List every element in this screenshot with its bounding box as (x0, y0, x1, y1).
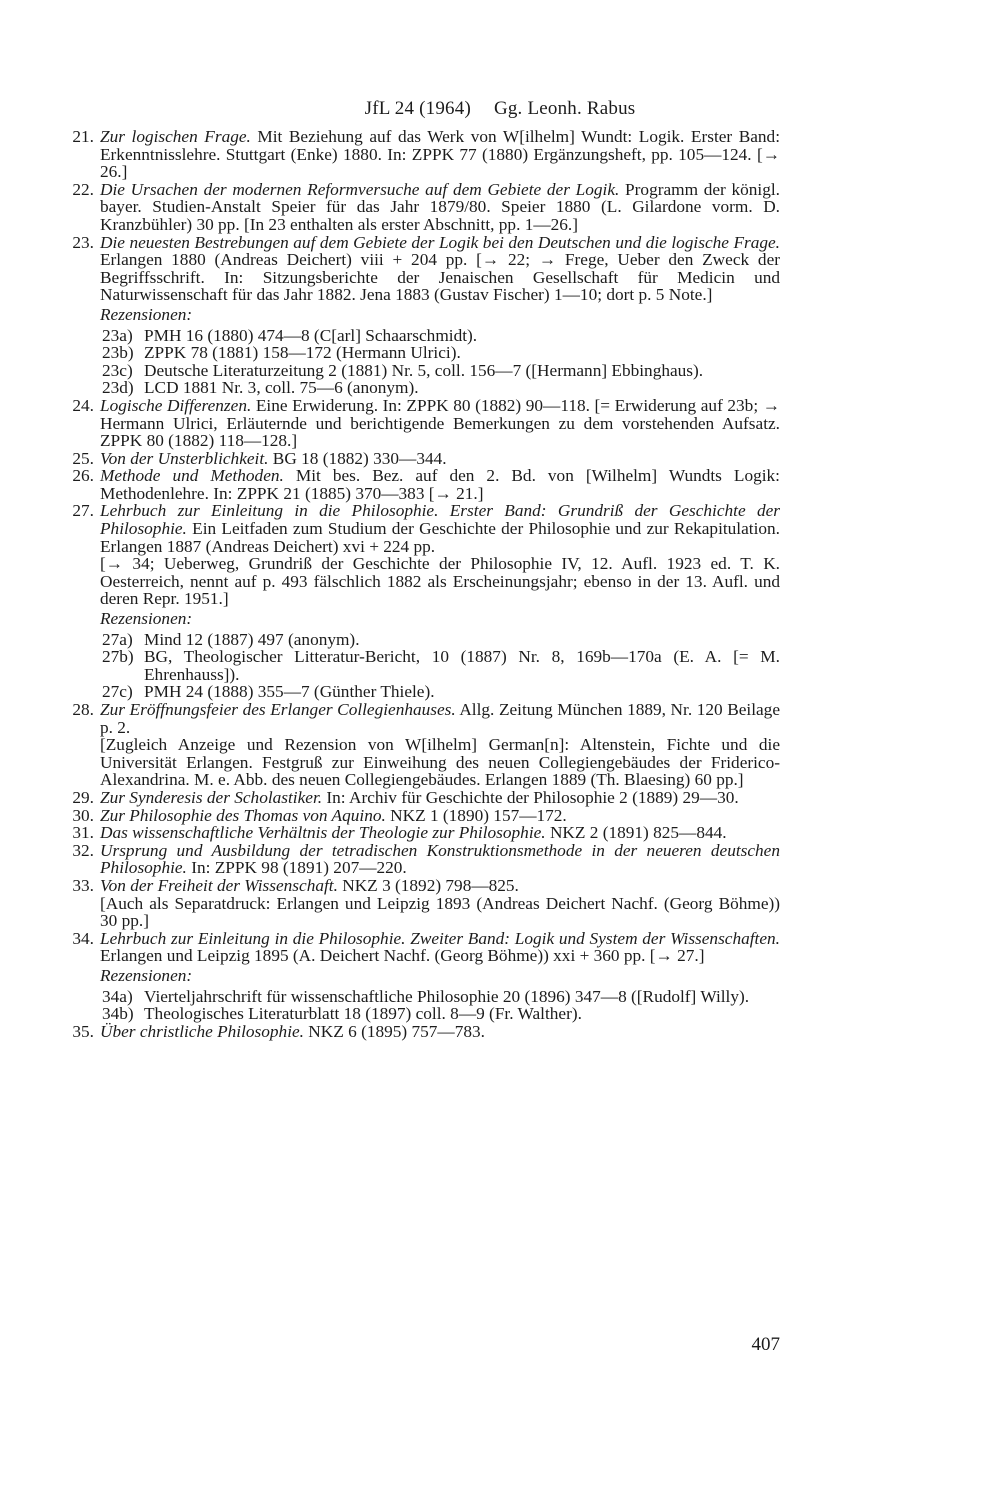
entry-number: 24. (72, 395, 94, 415)
review-number: 27a) (102, 629, 133, 649)
review-number: 23d) (102, 378, 134, 398)
entry-number: 21. (72, 127, 94, 146)
entry-number: 26. (72, 466, 94, 486)
entry-note: [Zugleich Anzeige und Rezension von W[ilhelm] German[n]: Altenstein, Fichte und die Universität Erlangen. Festgruß zur Einweihung des neuen Collegiengebäudes der Friderico-Alexandrina. M. e. Abb. des neuen Collegiengebäudes. Erlangen 1889 (Th. Blaesing) 60 pp.] (100, 735, 780, 790)
bibliography-entry (64, 930, 780, 985)
reviews-heading: Rezensionen: (100, 609, 193, 629)
entry-details: NKZ 3 (1892) 798—825. (337, 875, 519, 895)
review-citation: Deutsche Literaturzeitung 2 (1881) Nr. 5, coll. 156—7 ([Hermann] Ebbinghaus). (144, 360, 704, 380)
entry-details: In: Archiv für Geschichte der Philosophie 2 (1889) 29—30. (322, 787, 739, 807)
review-number: 27b) (102, 647, 134, 667)
entry-details: Mit Beziehung auf das Werk von W[ilhelm] Wundt: Logik. Erster Band: Erkenntnisslehre. Stuttgart (Enke) 1880. In: ZPPK 77 (1880) Ergänzungsheft, pp. 105—124. [→ 26.] (100, 127, 780, 182)
entry-citation (100, 824, 780, 842)
reviews-heading: Rezensionen: (100, 304, 193, 324)
running-header (0, 100, 1000, 118)
entry-citation (100, 128, 780, 181)
entry-citation (100, 397, 780, 450)
entry-number: 25. (72, 448, 94, 468)
review-citation: ZPPK 78 (1881) 158—172 (Hermann Ulrici). (144, 343, 461, 363)
entry-citation (100, 467, 780, 502)
review-entry (64, 988, 780, 1006)
entry-number: 34. (72, 928, 94, 948)
entry-details: BG 18 (1882) 330—344. (268, 448, 447, 468)
page-number: 407 (751, 1334, 780, 1355)
review-citation: Mind 12 (1887) 497 (anonym). (144, 629, 360, 649)
entry-citation (100, 877, 780, 895)
review-citation: LCD 1881 Nr. 3, coll. 75—6 (anonym). (144, 378, 419, 398)
review-entry (64, 648, 780, 683)
entry-title: Über christliche Philosophie. (100, 1021, 304, 1041)
review-entry (64, 1005, 780, 1023)
entry-title: Die neuesten Bestrebungen auf dem Gebiete der Logik bei den Deutschen und die logische Frage. (100, 232, 780, 252)
entry-details: Allg. Zeitung München 1889, Nr. 120 Beilage p. 2. (100, 700, 780, 737)
entry-number: 23. (72, 232, 94, 252)
bibliography-entry (64, 234, 780, 324)
review-entry (64, 683, 780, 701)
journal-citation: JfL 24 (1964) (364, 98, 471, 119)
author-name: Gg. Leonh. Rabus (493, 98, 636, 119)
review-citation: PMH 24 (1888) 355—7 (Günther Thiele). (144, 682, 435, 702)
entry-number: 29. (72, 787, 94, 807)
entry-citation (100, 701, 780, 736)
entry-citation (100, 789, 780, 807)
review-number: 27c) (102, 682, 133, 702)
entry-citation (100, 807, 780, 825)
entry-note: [Auch als Separatdruck: Erlangen und Leipzig 1893 (Andreas Deichert Nachf. (Georg Böhme)) 30 pp.] (100, 893, 780, 931)
review-number: 34b) (102, 1004, 134, 1024)
entry-title: Lehrbuch zur Einleitung in die Philosophie. Zweiter Band: Logik und System der Wissenschaften. (100, 928, 780, 948)
review-number: 23c) (102, 360, 133, 380)
bibliography-list (64, 128, 780, 1040)
review-entry (64, 344, 780, 362)
entry-number: 30. (72, 805, 94, 825)
bibliography-entry (64, 789, 780, 807)
entry-title: Methode und Methoden. (100, 466, 284, 486)
bibliography-entry (64, 807, 780, 825)
entry-title: Das wissenschaftliche Verhältnis der Theologie zur Philosophie. (100, 823, 546, 843)
entry-title: Zur Synderesis der Scholastiker. (100, 787, 323, 807)
entry-details: Programm der königl. bayer. Studien-Anstalt Speier für das Jahr 1879/80. Speier 1880 (L. Gilardone vorm. D. Kranzbühler) 30 pp. [In 23 enthalten als erster Abschnitt, pp. 1—26.] (100, 179, 780, 234)
bibliography-entry (64, 502, 780, 627)
review-citation: BG, Theologischer Litteratur-Bericht, 10 (1887) Nr. 8, 169b—170a (E. A. [= M. Ehrenhauss]). (144, 647, 780, 684)
entry-number: 28. (72, 700, 94, 719)
bibliography-entry (64, 701, 780, 789)
entry-title: Logische Differenzen. (100, 395, 252, 415)
bibliography-entry (64, 397, 780, 450)
entry-details: NKZ 2 (1891) 825—844. (545, 823, 727, 843)
review-entry (64, 631, 780, 649)
review-citation: Vierteljahrschrift für wissenschaftliche Philosophie 20 (1896) 347—8 ([Rudolf] Willy). (144, 986, 750, 1006)
entry-citation (100, 502, 780, 555)
entry-details: Erlangen 1880 (Andreas Deichert) viii + 204 pp. [→ 22; → Frege, Ueber den Zweck der Begriffsschrift. In: Sitzungsberichte der Jenaischen Gesellschaft für Medicin und Naturwissenschaft für das Jahr 1882. Jena 1883 (Gustav Fischer) 1—10; dort p. 5 Note.] (100, 250, 780, 305)
entry-number: 22. (72, 179, 94, 199)
entry-title: Ursprung und Ausbildung der tetradischen Konstruktionsmethode in der neueren deutschen Philosophie. (100, 840, 780, 878)
entry-citation (100, 450, 780, 468)
entry-details: Mit bes. Bez. auf den 2. Bd. von [Wilhelm] Wundts Logik: Methodenlehre. In: ZPPK 21 (1885) 370—383 [→ 21.] (100, 466, 780, 503)
entry-title: Zur Philosophie des Thomas von Aquino. (100, 805, 386, 825)
entry-details: NKZ 6 (1895) 757—783. (303, 1021, 485, 1041)
bibliography-entry (64, 842, 780, 877)
entry-number: 33. (72, 875, 94, 895)
bibliography-entry (64, 128, 780, 181)
entry-title: Von der Unsterblichkeit. (100, 448, 269, 468)
entry-title: Von der Freiheit der Wissenschaft. (100, 875, 338, 895)
entry-number: 35. (72, 1021, 94, 1041)
bibliography-entry (64, 450, 780, 468)
entry-title: Lehrbuch zur Einleitung in die Philosophie. Erster Band: Grundriß der Geschichte der Philosophie. (100, 501, 780, 539)
entry-number: 31. (72, 823, 94, 843)
review-entry (64, 327, 780, 345)
review-entry (64, 379, 780, 397)
review-number: 23b) (102, 343, 134, 363)
entry-details: Erlangen und Leipzig 1895 (A. Deichert Nachf. (Georg Böhme)) xxi + 360 pp. [→ 27.] (100, 946, 705, 966)
entry-details: In: ZPPK 98 (1891) 207—220. (186, 858, 407, 878)
bibliography-entry (64, 467, 780, 502)
entry-note: [→ 34; Ueberweg, Grundriß der Geschichte der Philosophie IV, 12. Aufl. 1923 ed. T. K. Oesterreich, nennt auf p. 493 fälschlich 1882 als Erscheinungsjahr; ebenso in der 13. Aufl. und deren Repr. 1951.] (100, 554, 780, 609)
bibliography-entry (64, 824, 780, 842)
entry-citation (100, 842, 780, 877)
entry-citation (100, 1023, 780, 1041)
entry-title: Die Ursachen der modernen Reformversuche auf dem Gebiete der Logik. (100, 179, 620, 199)
entry-title: Zur Eröffnungsfeier des Erlanger Collegienhauses. (100, 700, 456, 719)
review-number: 34a) (102, 986, 133, 1006)
entry-citation (100, 234, 780, 304)
entry-details: NKZ 1 (1890) 157—172. (385, 805, 567, 825)
entry-number: 27. (72, 501, 94, 521)
bibliography-entry (64, 1023, 780, 1041)
bibliography-entry (64, 877, 780, 930)
entry-title: Zur logischen Frage. (100, 127, 251, 146)
entry-details: Eine Erwiderung. In: ZPPK 80 (1882) 90—118. [= Erwiderung auf 23b; → Hermann Ulrici, Erläuternde und berichtigende Bemerkungen zu dem vorstehenden Aufsatz. ZPPK 80 (1882) 118—128.] (100, 395, 780, 451)
entry-citation (100, 930, 780, 965)
review-citation: PMH 16 (1880) 474—8 (C[arl] Schaarschmidt). (144, 325, 478, 345)
review-citation: Theologisches Literaturblatt 18 (1897) coll. 8—9 (Fr. Walther). (144, 1004, 582, 1024)
bibliography-entry (64, 181, 780, 234)
review-number: 23a) (102, 325, 133, 345)
entry-citation (100, 181, 780, 234)
entry-details: Ein Leitfaden zum Studium der Geschichte der Philosophie und zur Rekapitulation. Erlangen 1887 (Andreas Deichert) xvi + 224 pp. (100, 519, 780, 556)
review-entry (64, 362, 780, 380)
reviews-heading: Rezensionen: (100, 965, 193, 985)
entry-number: 32. (72, 840, 94, 860)
